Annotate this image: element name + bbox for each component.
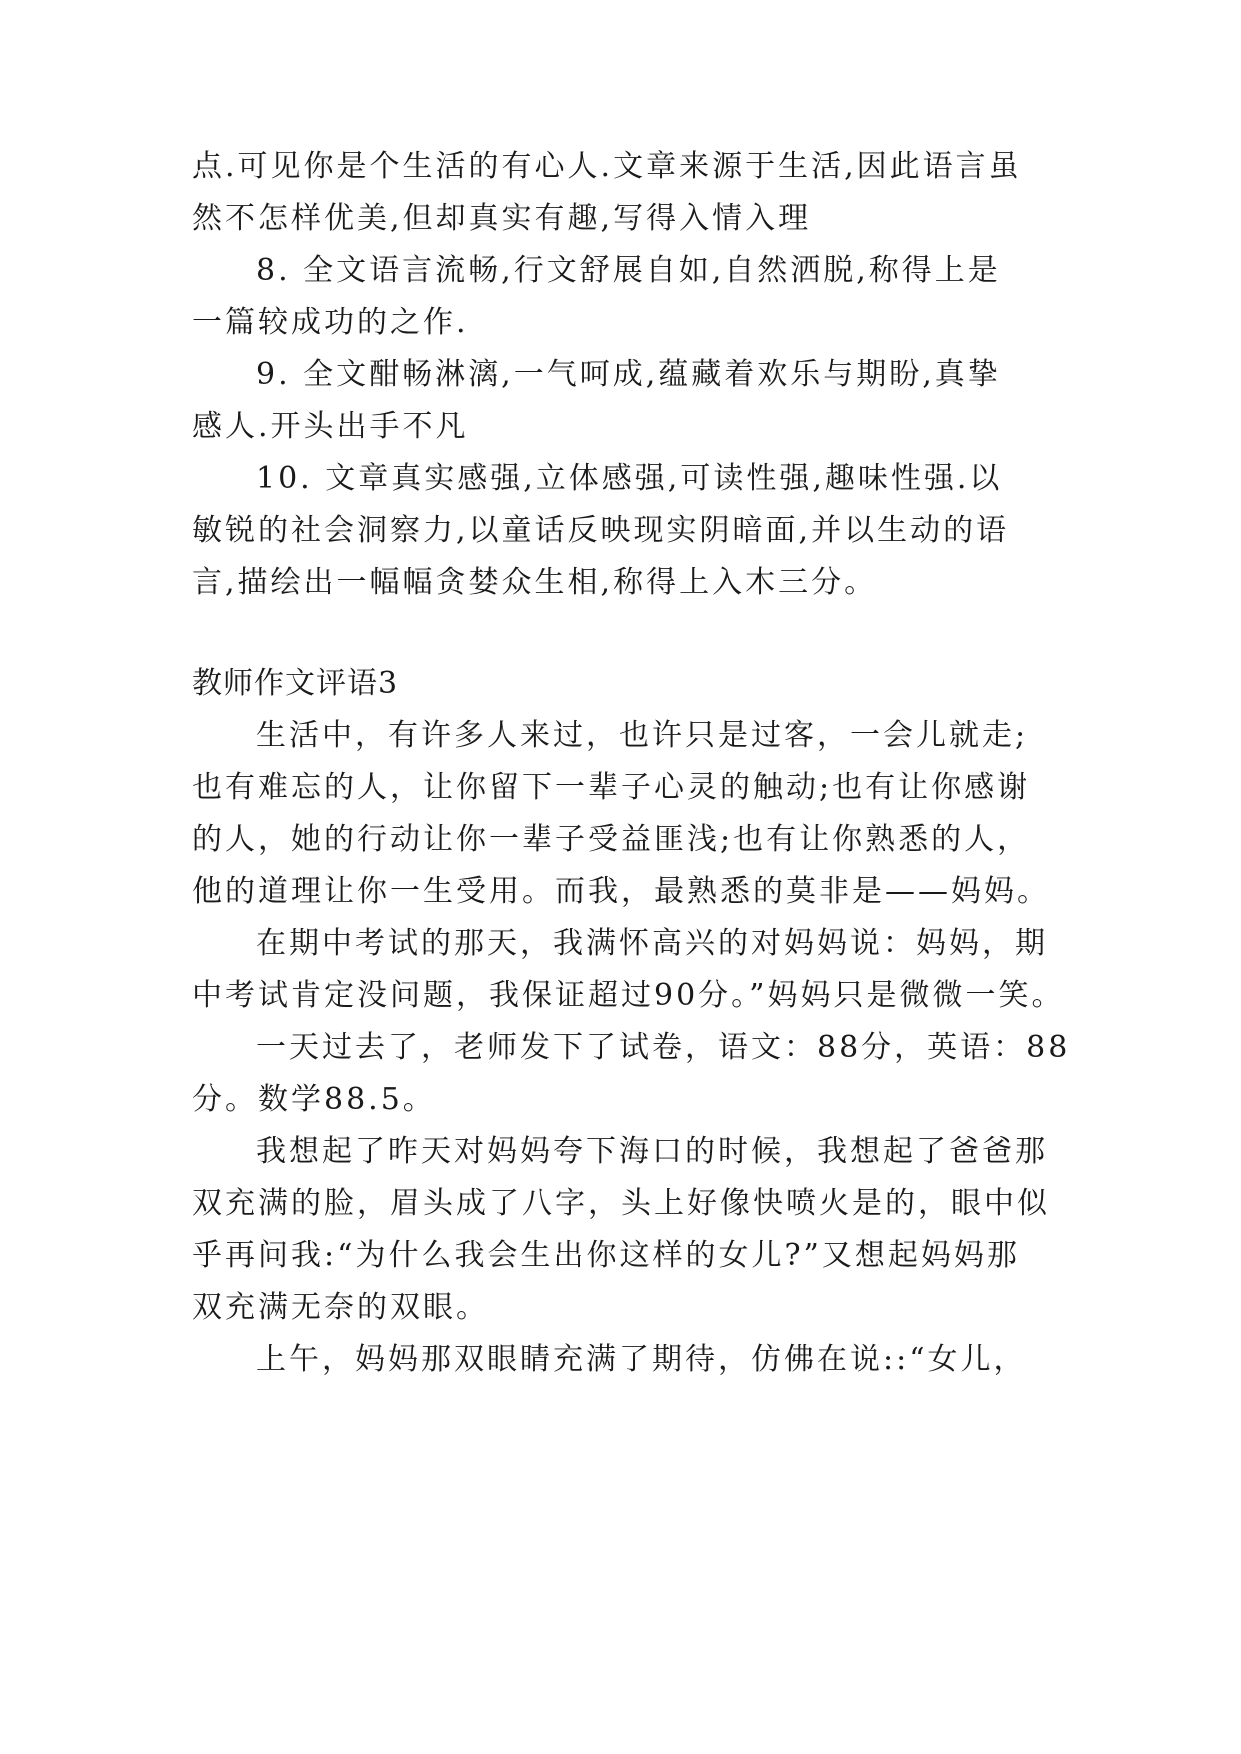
essay-paragraph-line: 生活中，有许多人来过，也许只是过客，一会儿就走; (256, 718, 1029, 753)
essay-paragraph-line: 我想起了昨天对妈妈夸下海口的时候，我想起了爸爸那 (256, 1134, 1048, 1169)
essay-paragraph-line: 双充满的脸，眉头成了八字，头上好像快喷火是的，眼中似 (192, 1186, 1050, 1221)
paragraph-line: 然不怎样优美,但却真实有趣,写得入情入理 (192, 201, 812, 236)
essay-paragraph-line: 也有难忘的人，让你留下一辈子心灵的触动;也有让你感谢 (192, 770, 1031, 805)
list-item-10-line: 10. 文章真实感强,立体感强,可读性强,趣味性强.以 (256, 461, 1003, 496)
essay-paragraph-line: 他的道理让你一生受用。而我，最熟悉的莫非是——妈妈。 (192, 874, 1050, 909)
list-item-10-line: 言,描绘出一幅幅贪婪众生相,称得上入木三分。 (192, 565, 878, 600)
list-item-10-line: 敏锐的社会洞察力,以童话反映现实阴暗面,并以生动的语 (192, 513, 1010, 548)
essay-paragraph-line: 双充满无奈的双眼。 (192, 1290, 489, 1325)
essay-paragraph-line: 乎再问我:“为什么我会生出你这样的女儿?”又想起妈妈那 (192, 1238, 1020, 1273)
section-heading: 教师作文评语3 (192, 666, 399, 701)
list-item-8-line: 一篇较成功的之作. (192, 305, 469, 340)
list-item-9-line: 9. 全文酣畅淋漓,一气呵成,蕴藏着欢乐与期盼,真挚 (256, 357, 1001, 392)
essay-paragraph-line: 分。数学88.5。 (192, 1082, 436, 1117)
essay-paragraph-line: 一天过去了，老师发下了试卷，语文：88分，英语：88 (256, 1030, 1071, 1065)
paragraph-line: 点.可见你是个生活的有心人.文章来源于生活,因此语言虽 (192, 149, 1022, 184)
list-item-9-line: 感人.开头出手不凡 (192, 409, 469, 444)
essay-paragraph-line: 在期中考试的那天，我满怀高兴的对妈妈说：妈妈，期 (256, 926, 1048, 961)
list-item-8-line: 8. 全文语言流畅,行文舒展自如,自然洒脱,称得上是 (256, 253, 1001, 288)
essay-paragraph-line: 的人，她的行动让你一辈子受益匪浅;也有让你熟悉的人， (192, 822, 1031, 857)
essay-paragraph-line: 中考试肯定没问题，我保证超过90分。”妈妈只是微微一笑。 (192, 978, 1065, 1013)
essay-paragraph-line: 上午，妈妈那双眼睛充满了期待，仿佛在说::“女儿， (256, 1342, 1027, 1377)
